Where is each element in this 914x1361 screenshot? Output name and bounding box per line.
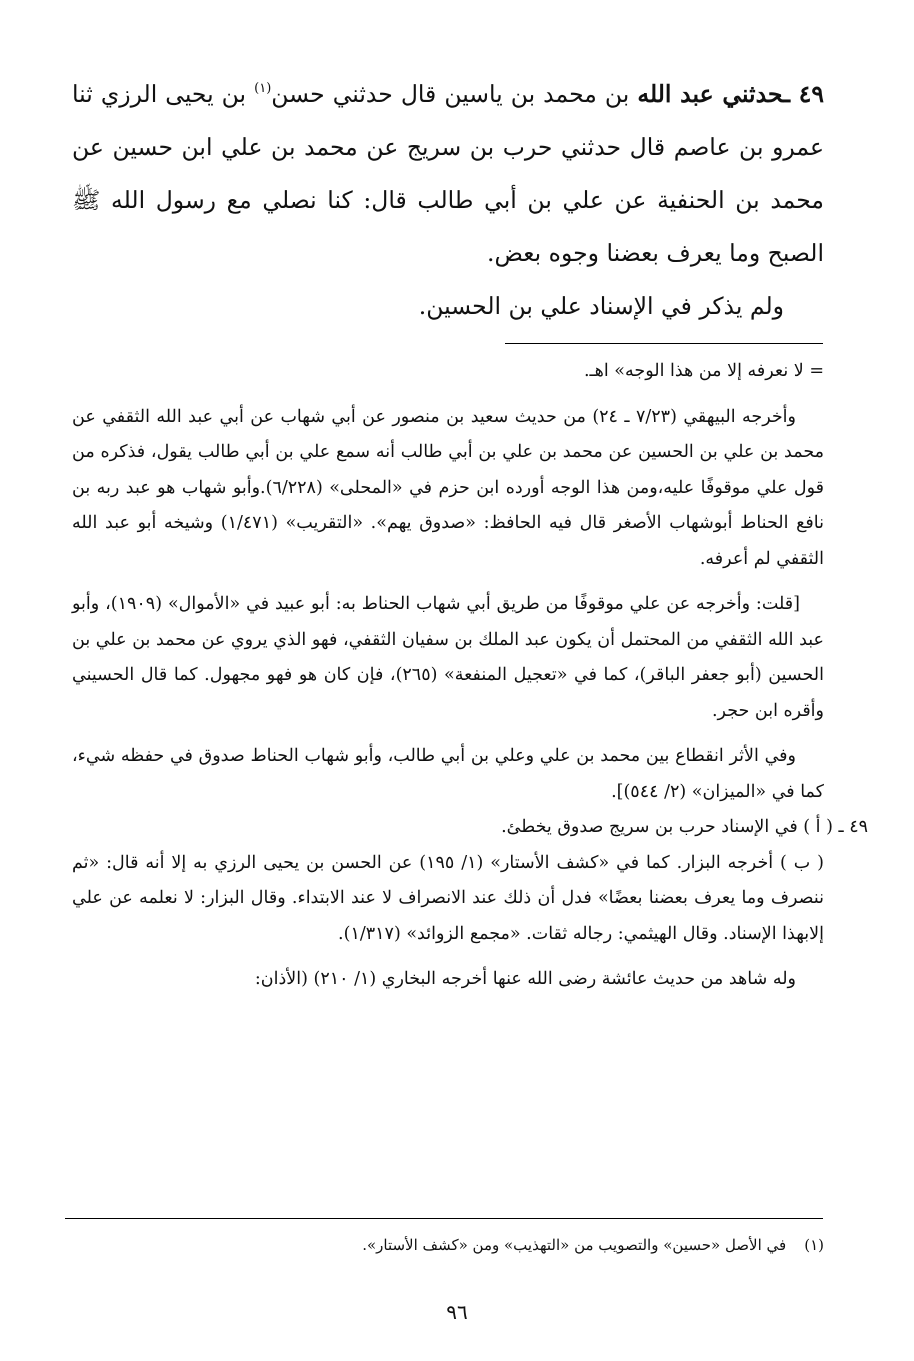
commentary-para-6: وله شاهد من حديث عائشة رضى الله عنها أخرجه البخاري (١/ ٢١٠) (الأذان: — [254, 969, 796, 989]
hadith-note: ولم يذكر في الإسناد علي بن الحسين. — [418, 292, 784, 320]
footnote-text: في الأصل «حسين» والتصويب من «التهذيب» ومن «كشف الأستار». — [362, 1236, 787, 1254]
hadith-text-a: بن محمد بن ياسين قال حدثني حسن — [271, 80, 630, 108]
commentary-para-2: [قلت: وأخرجه عن علي موقوفًا من طريق أبي شهاب الحناط به: أبو عبيد في «الأموال» (١٩٠٩)، وأبو عبد الله الثقفي من المحتمل أن يكون عبد الملك بن سفيان الثقفي، فهو الذي يروي عن محمد بن علي بن الحسين (أبو جعفر الباقر)، كما في «تعجيل المنفعة» (٢٦٥)، فإن كان هو فهو مجهول. كما قال الحسيني وأقره ابن حجر. — [72, 594, 824, 721]
page-number: ٩٦ — [446, 1300, 468, 1324]
commentary-para-4: ٤٩ ـ ( أ ) في الإسناد حرب بن سريج صدوق يخطئ. — [501, 817, 868, 837]
hadith-paragraph — [72, 68, 824, 280]
main-text — [72, 68, 824, 333]
commentary-para-5: ( ب ) أخرجه البزار. كما في «كشف الأستار» (١/ ١٩٥) عن الحسن بن يحيى الرزي به إلا أنه قال: «ثم ننصرف وما يعرف بعضنا بعضًا» فدل أن ذلك عند الانصراف لا عند الابتداء. وقال البزار: لا نعلمه عن علي إلابهذا الإسناد. وقال الهيثمي: رجاله ثقات. «مجمع الزوائد» (١/٣١٧). — [72, 852, 824, 944]
footnote-ref[interactable]: (١) — [254, 81, 272, 96]
commentary — [72, 354, 868, 998]
footnote-number: (١) — [804, 1236, 824, 1254]
commentary-para-3: وفي الأثر انقطاع بين محمد بن علي وعلي بن أبي طالب، وأبو شهاب الحناط صدوق في حفظه شيء، كما في «الميزان» (٢/ ٥٤٤)]. — [72, 746, 824, 802]
commentary-separator — [505, 343, 823, 344]
hadith-text-b: بن يحيى الرزي ثنا عمرو بن عاصم قال حدثني حرب بن سريج عن محمد بن علي ابن حسين عن محمد بن الحنفية عن علي بن أبي طالب قال: كنا نصلي مع رسول الله ﷺ الصبح وما يعرف بعضنا وجوه بعض. — [72, 80, 824, 267]
commentary-para-1: وأخرجه البيهقي (٧/٢٣ ـ ٢٤) من حديث سعيد بن منصور عن أبي شهاب عن أبي عبد الله الثقفي عن محمد بن علي بن الحسين عن محمد بن علي بن أبي طالب أنه سمع علي بن أبي طالب يقول، فذكره من قول علي موقوفًا عليه،ومن هذا الوجه أورده ابن حزم في «المحلى» (٦/٢٢٨).وأبو شهاب هو عبد ربه بن نافع الحناط أبوشهاب الأصغر قال فيه الحافظ: «صدوق يهم». «التقريب» (١/٤٧١) وشيخه أبو عبد الله الثقفي لم أعرفه. — [72, 406, 824, 569]
footnote-separator — [65, 1218, 823, 1219]
hadith-number: ٤٩ ـ — [783, 80, 824, 108]
footnote — [72, 1232, 824, 1258]
commentary-line-0: = لا نعرفه إلا من هذا الوجه» اهـ. — [583, 361, 824, 381]
hadith-lead: حدثني عبد الله — [637, 80, 784, 108]
